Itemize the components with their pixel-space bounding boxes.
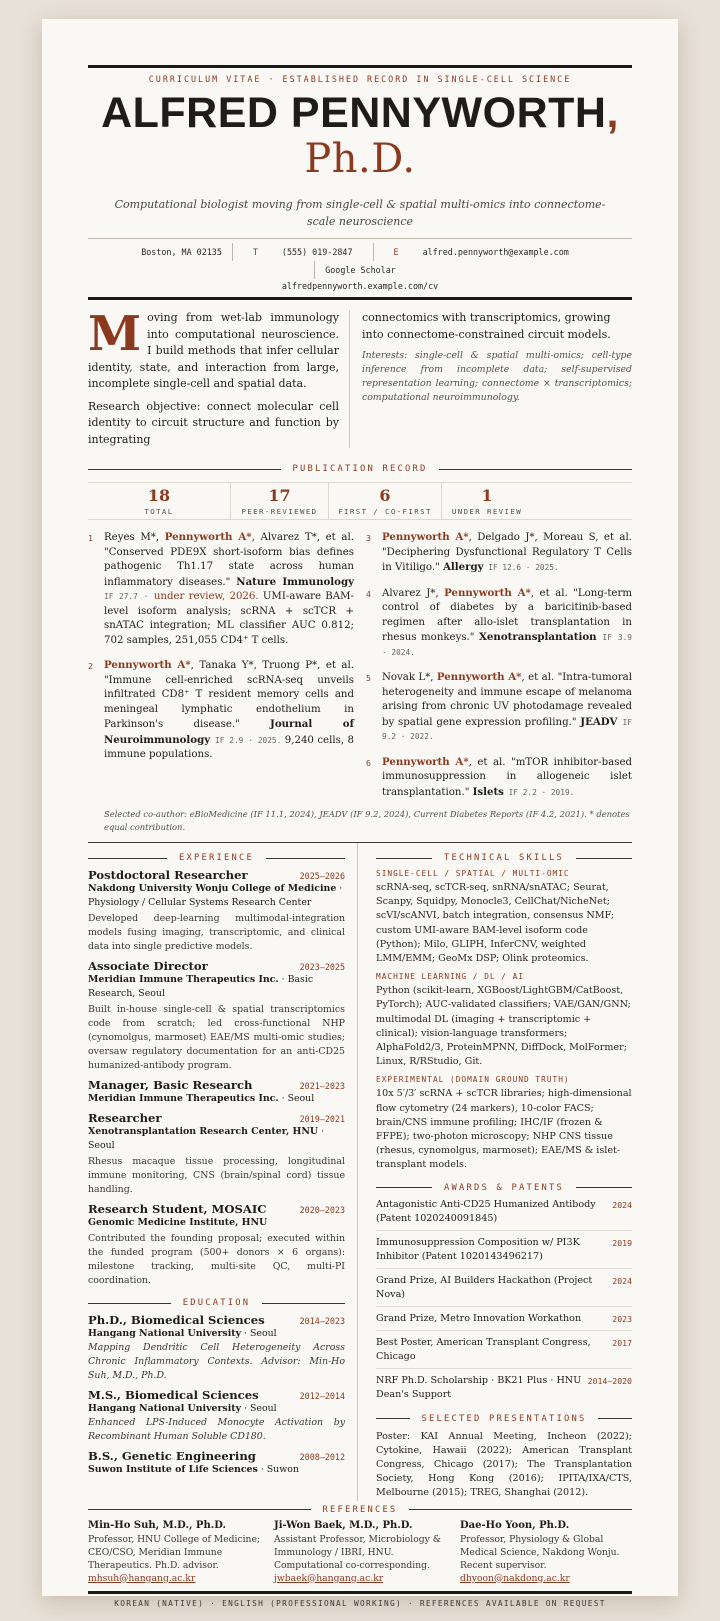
pub-number: 6 <box>366 757 371 768</box>
degree-dates: 2012–2014 <box>299 1391 345 1401</box>
degree-title: M.S., Biomedical Sciences <box>88 1388 259 1402</box>
website-link[interactable]: alfredpennyworth.example.com/cv <box>281 281 439 291</box>
pub-number: 5 <box>366 673 371 683</box>
award-title: Immunosuppression Composition w/ PI3K Inhibitor (Patent 1020143496217) <box>376 1236 580 1262</box>
org-location: · Seoul <box>278 1093 315 1104</box>
pub-citation <box>104 658 354 763</box>
skills-heading <box>376 853 632 863</box>
pub-self-author: Pennyworth A* <box>104 659 191 671</box>
pub-title: , Tanaka Y*, Truong P*, et al. "Immune cell-enriched scRNA-seq unveils infiltrated CD8⁺ T resident memory cells and meningeal lymphatic endothelium in Parkinson's disease." <box>104 660 354 730</box>
school-name: Hangang National University <box>88 1328 242 1339</box>
interests: Interests: single-cell & spatial multi-omics; cell-type inference from incomplete data; self-supervised representation learning; connectome × transcriptomics; computational neuroimmunology. <box>362 350 632 403</box>
school-location: · Seoul <box>241 1403 277 1414</box>
skills-heading-text: TECHNICAL SKILLS <box>444 853 564 863</box>
award-item <box>376 1331 632 1369</box>
role-dates: 2020–2023 <box>299 1205 345 1215</box>
pub-title: , Alvarez T*, et al. "Conserved PDE9X short-isoform bias defines pathogenic Th1.17 state across human inflammatory diseases." <box>104 532 354 588</box>
stat-label: TOTAL <box>144 507 174 516</box>
publication-item <box>366 670 632 745</box>
candidate-name <box>88 90 632 182</box>
presentations-text: Poster: KAI Annual Meeting, Incheon (2022); Cytokine, Hawaii (2022); American Transplant Congress, Chicago (2017); The Transplantation Society, Hong Kong (2016); IPITA/IXA/CTS, Melbourne (2015); TREG, Shanghai (2012). <box>376 1430 632 1499</box>
award-date: 2014–2020 <box>587 1375 632 1386</box>
pub-journal: JEADV <box>580 715 618 728</box>
pub-column-right <box>366 530 632 810</box>
email[interactable] <box>373 243 589 261</box>
stat-label: UNDER REVIEW <box>451 507 523 516</box>
school-location: · Suwon <box>257 1464 299 1475</box>
stat-peer-reviewed <box>230 483 328 519</box>
degree-dates: 2014–2023 <box>299 1316 345 1326</box>
role-title: Manager, Basic Research <box>88 1078 253 1092</box>
org-location: · Basic Research, Seoul <box>88 974 314 999</box>
award-item <box>376 1369 632 1406</box>
left-column <box>88 843 358 1501</box>
pub-meta: IF 12.6 · 2025. <box>483 563 559 572</box>
coauthor-note: Selected co-author: eBioMedicine (IF 11.1, 2024), JEADV (IF 9.2, 2024), Current Diabetes Reports (IF 4.2, 2021). * denotes equal contribution. <box>104 809 630 832</box>
stat-label: FIRST / CO-FIRST <box>338 507 432 516</box>
research-objective-cont: connectomics with transcriptomics, growing into connectome-constrained circuit models. <box>362 311 611 341</box>
main-two-column <box>88 843 632 1501</box>
reference-email[interactable]: dhyoon@nakdong.ac.kr <box>460 1572 570 1584</box>
org-name: Xenotransplantation Research Center, HNU <box>88 1126 319 1137</box>
pub-journal: Islets <box>472 785 504 798</box>
reference-name: Dae-Ho Yoon, Ph.D. <box>460 1519 570 1531</box>
award-date: 2024 <box>612 1275 632 1286</box>
pub-status: under review, 2026. <box>153 591 259 602</box>
email-label: E <box>393 247 399 257</box>
stat-value: 17 <box>268 486 291 505</box>
tagline: Computational biologist moving from single-cell & spatial multi-omics into connectome-scale neuroscience <box>114 198 606 228</box>
publication-item <box>88 530 354 648</box>
references-heading-text: REFERENCES <box>322 1504 398 1515</box>
reference-email[interactable]: mhsuh@hangang.ac.kr <box>88 1572 196 1584</box>
phone <box>232 243 373 261</box>
award-date: 2017 <box>612 1337 632 1348</box>
publication-heading-text: PUBLICATION RECORD <box>292 464 428 474</box>
stat-value: 6 <box>379 486 391 505</box>
role-title: Postdoctoral Researcher <box>88 868 248 882</box>
pub-authors: Alvarez J*, <box>382 587 445 599</box>
pub-journal: Journal of Neuroimmunology <box>104 718 354 746</box>
pub-title: , et al. "Intra-tumoral heterogeneity and immune escape of melanoma arising from chronic UV photodamage revealed by spatial gene expression profiling." <box>382 672 632 728</box>
org-name: Meridian Immune Therapeutics Inc. <box>88 974 279 985</box>
pub-self-author: Pennyworth A* <box>164 531 252 543</box>
phone-number: (555) 019-2847 <box>281 247 353 257</box>
award-date: 2019 <box>612 1237 632 1248</box>
pub-self-author: Pennyworth A* <box>382 755 469 768</box>
intro-left <box>88 306 350 448</box>
pub-citation <box>382 670 632 745</box>
stat-under-review <box>441 483 532 519</box>
school-location: · Seoul <box>241 1328 277 1339</box>
stat-label: PEER-REVIEWED <box>241 507 318 516</box>
education-item <box>88 1313 345 1383</box>
location: Boston, MA 02135 <box>141 247 222 257</box>
thesis: Mapping Dendritic Cell Heterogeneity Across Chronic Inflammatory Contexts. Advisor: Min-Ho Suh, M.D., Ph.D. <box>88 1342 345 1381</box>
reference-desc: Professor, Physiology & Global Medical Science, Nakdong Wonju. Recent supervisor. <box>460 1533 620 1571</box>
reference-name: Ji-Won Baek, M.D., Ph.D. <box>274 1519 413 1531</box>
award-title: Antagonistic Anti-CD25 Humanized Antibody (Patent 1020240091845) <box>376 1198 596 1224</box>
pub-self-author: Pennyworth A* <box>382 531 469 543</box>
degree-title: B.S., Genetic Engineering <box>88 1449 256 1463</box>
pub-number: 3 <box>366 533 371 543</box>
pub-meta: IF 3.9 · 2024. <box>382 633 632 657</box>
pub-meta: IF 2.9 · 2025. <box>210 735 282 745</box>
presentations-heading-text: SELECTED PRESENTATIONS <box>421 1413 587 1424</box>
publication-list <box>88 530 632 810</box>
pub-number: 4 <box>366 588 371 599</box>
school-name: Hangang National University <box>88 1403 242 1414</box>
pub-citation <box>104 530 354 648</box>
pub-citation <box>382 586 632 661</box>
reference-item <box>274 1519 446 1585</box>
org-name: Nakdong University Wonju College of Medicine <box>88 883 337 894</box>
role-dates: 2023–2025 <box>299 962 345 972</box>
publication-stats <box>88 482 632 520</box>
award-date: 2023 <box>612 1313 632 1324</box>
pub-meta: IF 27.7 · <box>104 592 154 601</box>
publication-heading <box>88 464 632 474</box>
references-list <box>88 1519 632 1585</box>
role-org <box>88 1092 345 1106</box>
publication-item <box>366 530 632 576</box>
contact-bar <box>88 238 632 300</box>
experience-item <box>88 1202 345 1288</box>
pub-self-author: Pennyworth A* <box>436 671 522 683</box>
experience-item <box>88 1078 345 1106</box>
pub-self-author: Pennyworth A* <box>444 586 531 599</box>
pub-extra: 9,240 cells, 8 immune populations. <box>104 734 354 760</box>
award-item <box>376 1307 632 1331</box>
credential: Ph.D. <box>304 136 416 182</box>
org-location: · Seoul <box>88 1126 325 1151</box>
research-objective: Research objective: connect molecular cell identity to circuit structure and function by integrating <box>88 399 339 446</box>
pub-journal: Allergy <box>443 561 484 573</box>
experience-item <box>88 1111 345 1197</box>
education-item <box>88 1388 345 1444</box>
role-title: Research Student, MOSAIC <box>88 1202 267 1216</box>
pub-meta: IF 9.2 · 2022. <box>382 717 632 741</box>
name-text: ALFRED PENNYWORTH <box>101 89 607 137</box>
awards-heading <box>376 1183 632 1193</box>
degree-school <box>88 1402 345 1416</box>
award-title: NRF Ph.D. Scholarship · BK21 Plus · HNU Dean's Support <box>376 1374 582 1400</box>
role-org <box>88 973 345 1001</box>
org-name: Meridian Immune Therapeutics Inc. <box>88 1093 279 1104</box>
publication-item <box>88 658 354 763</box>
role-description: Developed deep-learning multimodal-integration models fusing imaging, transcriptomic, and clinical data into single predictive models. <box>88 913 345 952</box>
pub-citation <box>382 530 632 576</box>
degree-school <box>88 1327 345 1341</box>
email-address[interactable]: alfred.pennyworth@example.com <box>422 247 569 257</box>
cv-page <box>42 19 678 1608</box>
stat-value: 18 <box>147 486 171 505</box>
pub-authors: Reyes M*, <box>104 532 165 543</box>
experience-heading <box>88 853 345 863</box>
role-org <box>88 1216 345 1230</box>
pub-meta: IF 2.2 · 2019. <box>503 787 575 797</box>
top-rule <box>88 65 632 68</box>
role-title: Associate Director <box>88 959 208 973</box>
skill-group-body: Python (scikit-learn, XGBoost/LightGBM/CatBoost, PyTorch); AUC-validated classifiers; VAE/GAN/GNN; multimodal DL (imaging + transcriptomic + clinical); vision-language transformers; AlphaFold2/3, ProteinMPNN, DiffDock, MolFormer; Linux, R/RStudio, Git. <box>376 985 631 1068</box>
award-title: Best Poster, American Transplant Congress, Chicago <box>376 1336 591 1362</box>
award-item <box>376 1231 632 1269</box>
degree-title: Ph.D., Biomedical Sciences <box>88 1313 265 1327</box>
school-name: Suwon Institute of Life Sciences <box>88 1464 258 1475</box>
awards-heading-text: AWARDS & PATENTS <box>444 1182 564 1193</box>
pub-number: 1 <box>88 533 93 543</box>
skill-group-title: EXPERIMENTAL (DOMAIN GROUND TRUTH) <box>376 1075 570 1085</box>
role-description: Built in-house single-cell & spatial transcriptomics code from scratch; led cross-functional NHP (cynomolgus, marmoset) EAE/MS multi-omic studies; oversaw regulatory documentation for an anti-CD25 humanized-antibody program. <box>88 1004 345 1071</box>
award-item <box>376 1269 632 1307</box>
kicker: CURRICULUM VITAE · ESTABLISHED RECORD IN SINGLE-CELL SCIENCE <box>148 74 572 84</box>
intro-paragraph <box>88 306 339 393</box>
publication-item <box>366 586 632 661</box>
org-name: Genomic Medicine Institute, HNU <box>88 1217 268 1228</box>
reference-email[interactable]: jwbaek@hangang.ac.kr <box>274 1572 384 1584</box>
degree-school <box>88 1463 345 1477</box>
pub-extra: UMI-aware BAM-level isoform analysis; scRNA + scTCR + snATAC integration; ML classifier AUC 0.812; 702 samples, 251,055 CD4⁺ T cells. <box>104 591 354 646</box>
references-heading <box>88 1505 632 1515</box>
skill-group-title: MACHINE LEARNING / DL / AI <box>376 972 525 982</box>
stat-total <box>88 483 230 519</box>
thesis: Enhanced LPS-Induced Monocyte Activation by Recombinant Human Soluble CD180. <box>88 1417 345 1442</box>
education-item <box>88 1449 345 1477</box>
role-description: Contributed the founding proposal; executed within the funded program (500+ donors × 6 organs): milestone tracking, multi-site QC, multi-PI coordination. <box>88 1233 345 1286</box>
skill-group-body: 10x 5′/3′ scRNA + scTCR libraries; high-dimensional flow cytometry (24 markers), 10-color FACS; brain/CNS immune profiling; IHC/IF (frozen & FFPE); two-photon microscopy; NHP CNS tissue (rhesus, cynomolgus, marmoset); EAE/MS & islet-transplant models. <box>376 1088 632 1171</box>
role-title: Researcher <box>88 1111 162 1125</box>
pub-title: , Delgado J*, Moreau S, et al. "Deciphering Dysfunctional Regulatory T Cells in Vitiligo." <box>382 532 632 573</box>
education-heading <box>88 1298 345 1308</box>
role-dates: 2021–2023 <box>299 1081 345 1091</box>
intro-text: oving from wet-lab immunology into computational neuroscience. I build methods that infer cellular identity, state, and interaction from large, incomplete single-cell and spatial data. <box>88 311 339 390</box>
publication-item <box>366 755 632 801</box>
award-item <box>376 1193 632 1231</box>
stat-value: 1 <box>481 486 493 505</box>
experience-item <box>88 959 345 1073</box>
reference-item <box>460 1519 632 1585</box>
presentations-heading <box>376 1414 632 1424</box>
experience-heading-text: EXPERIENCE <box>179 853 254 863</box>
drop-cap: M <box>88 306 142 362</box>
pub-journal: Nature Immunology <box>236 575 354 588</box>
intro-right <box>350 310 632 448</box>
reference-name: Min-Ho Suh, M.D., Ph.D. <box>88 1519 226 1531</box>
experience-item <box>88 868 345 954</box>
role-description: Rhesus macaque tissue processing, longitudinal immune monitoring, CNS (brain/spinal cord) tissue handling. <box>88 1156 345 1195</box>
pub-number: 2 <box>88 661 93 671</box>
pub-title: , et al. "Long-term control of diabetes by a baricitinib-based regimen after allo-islet transplantation in rhesus monkeys." <box>382 587 632 643</box>
award-title: Grand Prize, Metro Innovation Workathon <box>376 1312 582 1324</box>
pub-authors: Novak L*, <box>382 672 437 683</box>
role-org <box>88 882 345 910</box>
stat-first-cofirst <box>328 483 441 519</box>
award-date: 2024 <box>612 1199 632 1210</box>
reference-desc: Assistant Professor, Microbiology & Immunology / IBRI, HNU. Computational co-corresponding. <box>274 1533 441 1571</box>
footer-languages: KOREAN (NATIVE) · ENGLISH (PROFESSIONAL WORKING) · REFERENCES AVAILABLE ON REQUEST <box>88 1591 632 1608</box>
role-org <box>88 1125 345 1153</box>
award-title: Grand Prize, AI Builders Hackathon (Project Nova) <box>376 1274 593 1300</box>
org-location: · Physiology / Cellular Systems Research Center <box>88 883 343 908</box>
skill-group-body: scRNA-seq, scTCR-seq, snRNA/snATAC; Seurat, Scanpy, Squidpy, Monocle3, CellChat/NicheNet; scVI/scANVI, batch integration, consensus NMF; custom UMI-aware BAM-level isoform code (Python); Milo, GLIPH, InferCNV, weighted LMM/EMM; GeoMx DSP; Olink proteomics. <box>376 882 615 965</box>
phone-label: T <box>252 247 258 257</box>
education-heading-text: EDUCATION <box>182 1298 251 1308</box>
intro <box>88 306 632 448</box>
right-column <box>358 843 632 1501</box>
name-comma: , <box>606 89 619 137</box>
degree-dates: 2008–2012 <box>299 1452 345 1462</box>
pub-journal: Xenotransplantation <box>479 631 597 643</box>
role-dates: 2019–2021 <box>299 1114 345 1124</box>
role-dates: 2025–2026 <box>299 871 345 881</box>
reference-desc: Professor, HNU College of Medicine; CEO/CSO, Meridian Immune Therapeutics. Ph.D. advisor. <box>88 1533 261 1571</box>
skill-group-title: SINGLE-CELL / SPATIAL / MULTI-OMIC <box>376 869 570 878</box>
pub-column-left <box>88 530 354 810</box>
pub-citation <box>382 755 632 801</box>
reference-item <box>88 1519 260 1585</box>
pub-title: , et al. "mTOR inhibitor-based immunosuppression in allogeneic islet transplantation." <box>382 756 632 798</box>
scholar-link[interactable]: Google Scholar <box>314 261 406 279</box>
